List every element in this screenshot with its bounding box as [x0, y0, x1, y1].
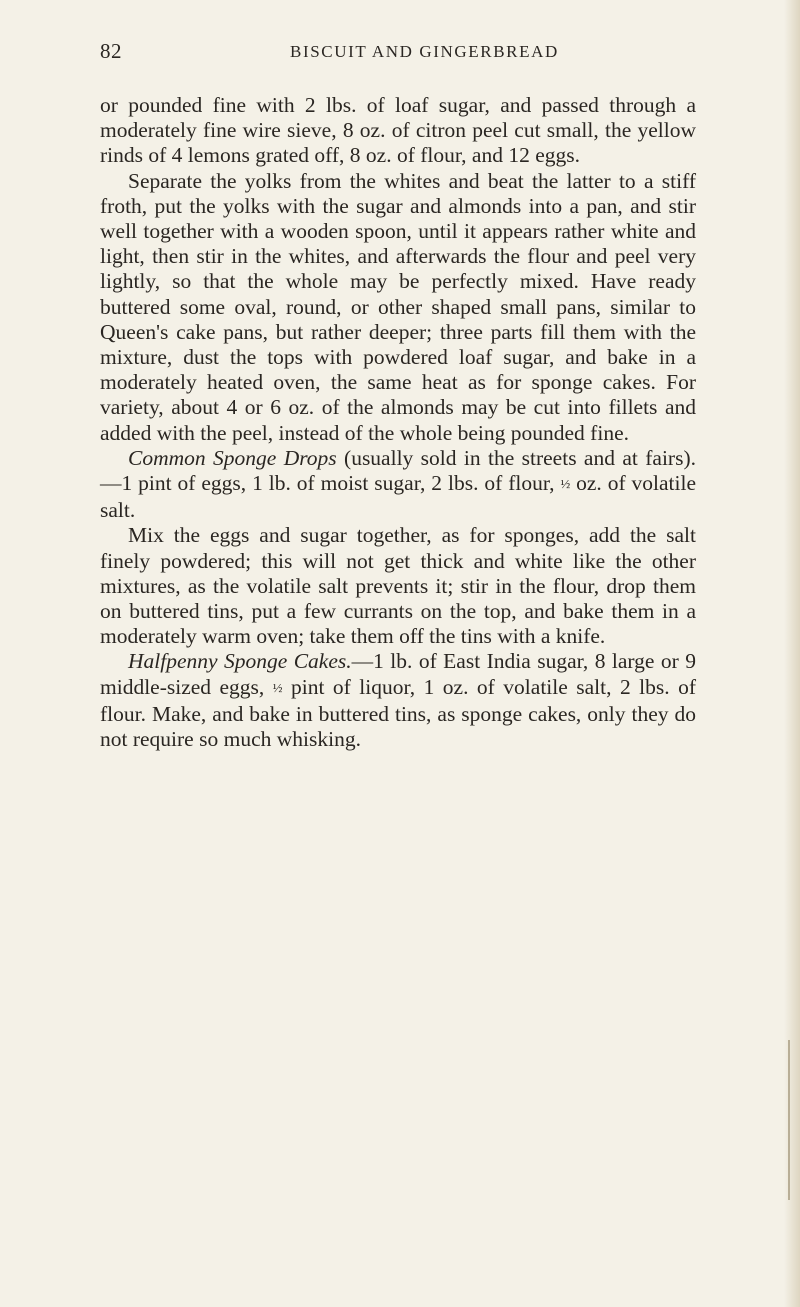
recipe-ingredients: —1 lb. of East India sugar, 8 large or 9 middle-sized eggs,	[100, 649, 696, 699]
page-edge-shadow	[784, 0, 800, 1307]
fraction: ½	[272, 679, 283, 695]
paragraph-method: Separate the yolks from the whites and beat the latter to a stiff froth, put the yolks with the sugar and almonds into a pan, and stir well together with a wooden spoon, until it appears rather white and light, then stir in the whites, and afterwards the flour and peel very lightly, so that the whole may be perfectly mixed. Have ready buttered some oval, round, or other shaped small pans, similar to Queen's cake pans, but rather deeper; three parts fill them with the mixture, dust the tops with powdered loaf sugar, and bake in a moderately heated oven, the same heat as for sponge cakes. For variety, about 4 or 6 oz. of the almonds may be cut into fillets and added with the peel, instead of the whole being pounded fine.	[100, 168, 696, 445]
recipe-common-sponge-drops	[100, 446, 696, 524]
recipe-halfpenny-sponge-cakes	[100, 649, 696, 752]
recipe-title: Halfpenny Sponge Cakes.	[128, 649, 352, 674]
paragraph-continued: or pounded fine with 2 lbs. of loaf sugar, and passed through a moderately fine wire sieve, 8 oz. of citron peel cut small, the yellow rinds of 4 lemons grated off, 8 oz. of flour, and 12 eggs.	[100, 93, 696, 168]
paragraph-sponge-drops-method: Mix the eggs and sugar together, as for sponges, add the salt finely powdered; this will not get thick and white like the other mixtures, as the volatile salt prevents it; stir in the flour, drop them on buttered tins, put a few currants on the top, and bake them in a moderately warm oven; take them off the tins with a knife.	[100, 523, 696, 649]
body-text	[100, 93, 696, 752]
fraction: ½	[560, 476, 571, 492]
recipe-ingredients-end: oz. of volatile salt.	[100, 471, 697, 523]
recipe-ingredients-end: pint of liquor, 1 oz. of volatile salt, 2 lbs. of flour. Make, and bake in buttered tins, as sponge cakes, only they do not require so much whisking.	[100, 674, 696, 752]
running-head: BISCUIT AND GINGERBREAD	[290, 42, 559, 61]
recipe-ingredients: (usually sold in the streets and at fairs).—1 pint of eggs, 1 lb. of moist sugar, 2 lbs. of flour,	[100, 445, 696, 496]
recipe-title: Common Sponge Drops	[128, 445, 337, 470]
page-header	[100, 39, 690, 69]
page-number: 82	[100, 39, 122, 63]
page-edge-mark	[788, 1040, 790, 1200]
